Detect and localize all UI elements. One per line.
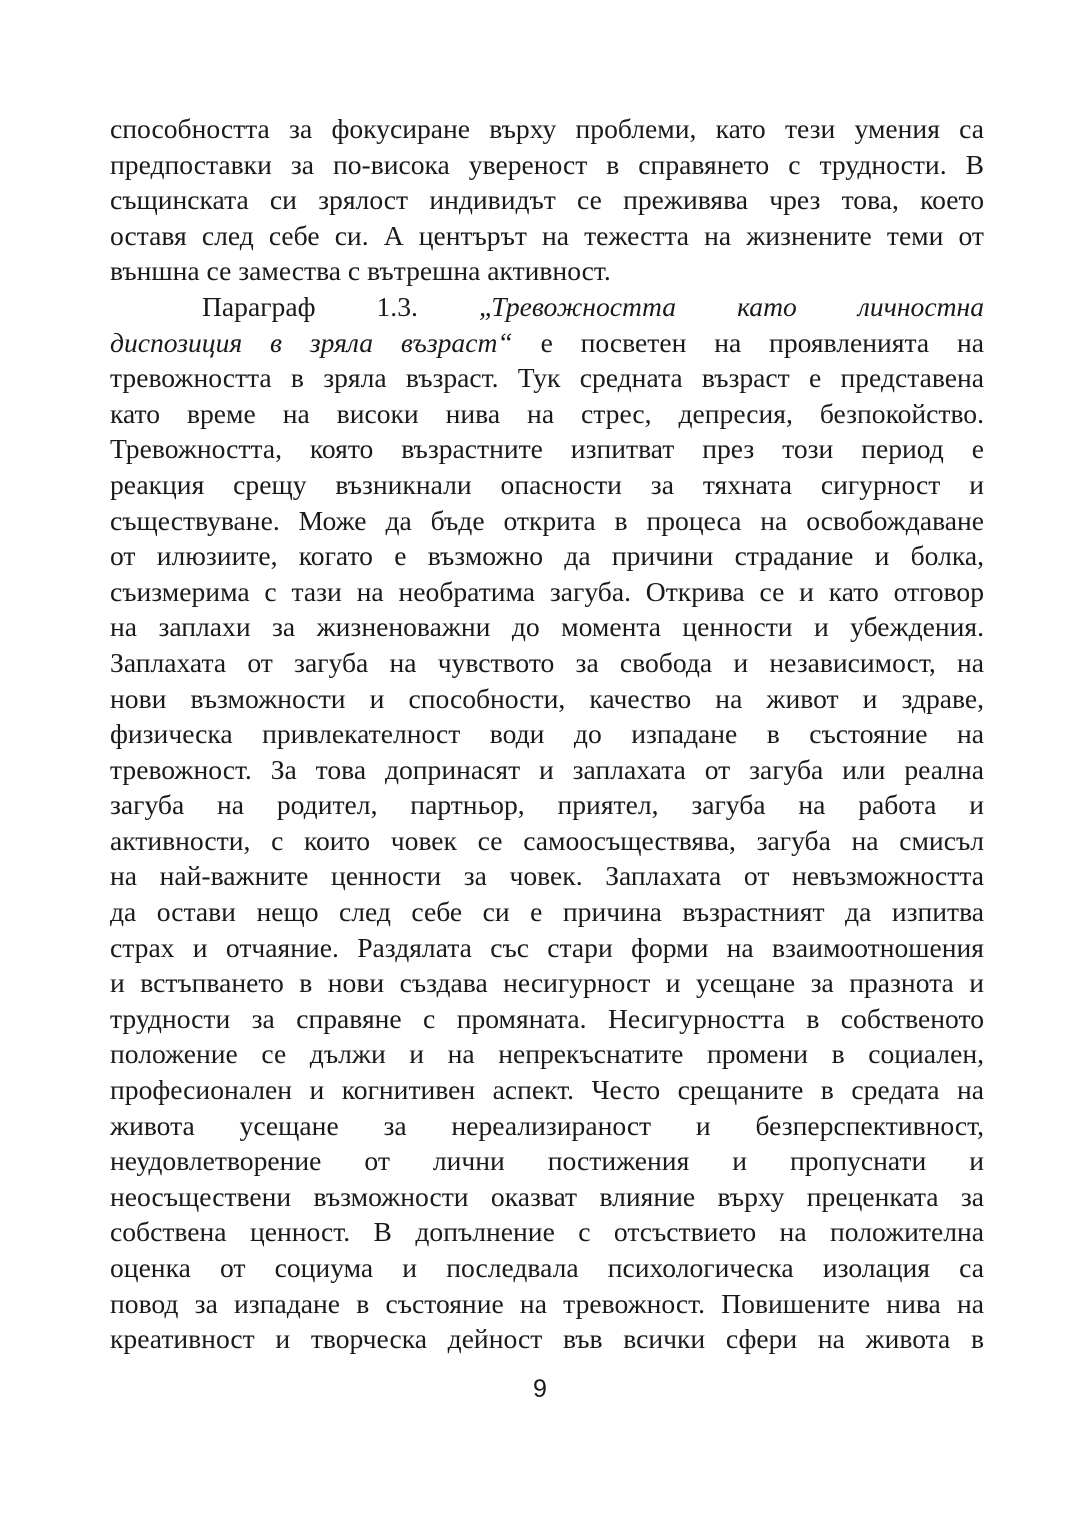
text-line-rest: е посветен на проявленията на [512, 326, 984, 358]
text-line: загуба на родител, партньор, приятел, загуба на работа и [110, 789, 984, 821]
document-body [110, 111, 984, 1357]
text-line: тревожност. За това допринасят и заплахата от загуба или реална [110, 753, 984, 785]
text-line: живота усещане за нереализираност и безперспективност, [110, 1109, 984, 1141]
section-title-part-2: диспозиция в зряла възраст“ [110, 326, 513, 358]
text-line: съизмерима с тази на необратима загуба. Открива се и като отговор [110, 575, 984, 607]
text-line: нови възможности и способности, качество на живот и здраве, [110, 682, 984, 714]
paragraph-heading-line [110, 289, 984, 325]
text-line: на най-важните ценности за човек. Заплахата от невъзможността [110, 860, 984, 892]
text-line: оценка от социума и последвала психологическа изолация са [110, 1252, 984, 1283]
text-line: реакция срещу възникнали опасности за тяхната сигурност и [110, 468, 984, 500]
text-line: и встъпването в нови създава несигурност и усещане за празнота и [110, 967, 984, 999]
section-title-part-1: „Тревожността като личностна [478, 290, 984, 322]
text-line: Заплахата от загуба на чувството за свобода и независимост, на [110, 646, 984, 678]
text-line: страх и отчаяние. Раздялата със стари форми на взаимоотношения [110, 931, 984, 963]
text-line: от илюзиите, когато е възможно да причини страдание и болка, [110, 540, 984, 572]
text-line: неудовлетворение от лични постижения и пропуснати и [110, 1145, 984, 1177]
text-line: като време на високи нива на стрес, депресия, безпокойство. [110, 397, 984, 429]
text-line: тревожността в зряла възраст. Тук средната възраст е представена [110, 362, 984, 394]
text-line: активности, с които човек се самоосъществява, загуба на смисъл [110, 824, 984, 856]
text-line: положение се дължи и на непрекъснатите промени в социален, [110, 1038, 984, 1070]
text-line: оставя след себе си. А центърът на тежестта на жизнените теми от [110, 219, 984, 251]
text-line: съществуване. Може да бъде открита в процеса на освобождаване [110, 504, 984, 536]
text-line: физическа привлекателност води до изпадане в състояние на [110, 718, 984, 750]
text-line: трудности за справяне с промяната. Несигурността в собственото [110, 1002, 984, 1034]
text-line: на заплахи за жизненоважни до момента ценности и убеждения. [110, 611, 984, 643]
paragraph-section-1-3 [110, 289, 984, 1357]
text-line: да остави нещо след себе си е причина възрастният да изпитва [110, 896, 984, 928]
text-line: предпоставки за по-висока увереност в справянето с трудности. В [110, 148, 984, 180]
text-line [110, 325, 984, 361]
text-line: неосъществени възможности оказват влияние върху преценката за [110, 1180, 984, 1212]
text-line: външна се замества с вътрешна активност. [110, 255, 611, 287]
page-number: 9 [533, 1375, 547, 1403]
text-line: креативност и творческа дейност във всички сфери на живота в [110, 1323, 984, 1355]
section-reference: Параграф 1.3. [202, 290, 418, 322]
text-line: способността за фокусиране върху проблеми, като тези умения са [110, 113, 984, 144]
paragraph-continuation [110, 111, 984, 289]
text-line: професионален и когнитивен аспект. Често срещаните в средата на [110, 1074, 984, 1106]
text-line: собствена ценност. В допълнение с отсъствието на положителна [110, 1216, 984, 1248]
text-line: Тревожността, която възрастните изпитват през този период е [110, 433, 984, 465]
text-line: повод за изпадане в състояние на тревожност. Повишените нива на [110, 1287, 984, 1319]
text-line: същинската си зрялост индивидът се преживява чрез това, което [110, 184, 984, 216]
